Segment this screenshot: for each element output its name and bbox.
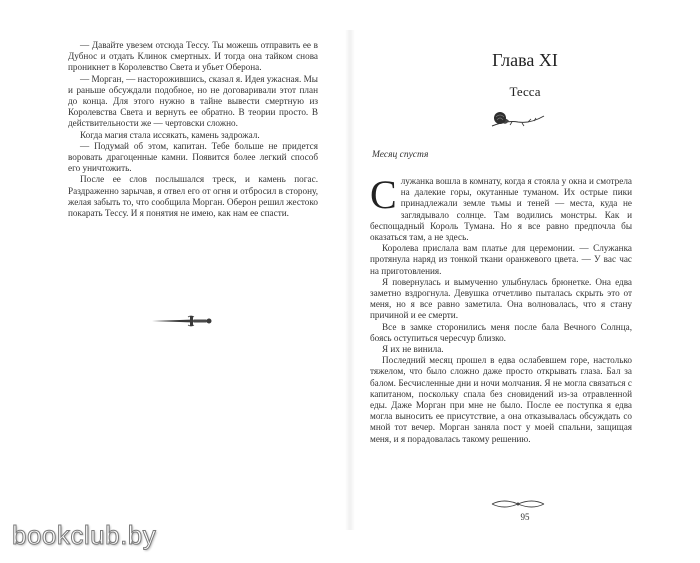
first-paragraph [370,172,632,243]
chapter-subtitle: Тесса [509,84,541,99]
rose-ornament-icon [488,106,548,134]
left-paragraph: — Давайте увезем отсюда Тессу. Ты можешь отправить ее в Дубнос и отдать Клинок смертных. И тогда она тайком снова проникнет в Королевство Света и убьет Оберона. [68,40,318,73]
book-gutter [345,30,355,530]
right-paragraph: Королева прислала вам платье для церемонии. — Служанка протянула наряд из тонкой ткани оранжевого цвета. — У вас час на приготовления. [370,243,632,276]
page-number: 95 [520,512,530,522]
right-page-text [370,172,632,445]
first-paragraph-text: лужанка вошла в комнату, когда я стояла у окна и смотрела на далекие горы, окутанные туманом. Их острые пики принадлежали земле тьмы и теней — места, куда не заглядывало солнце. Там водились монстры. Как и беспощадный Король Тумана. Но я все равно предпочла бы оказаться там, а не здесь. [370,176,632,243]
right-paragraph: Последний месяц прошел в едва ослабевшем горе, настолько тяжелом, что было сложно даже просто открывать глаза. Бал за балом. Бесчисленные дни и ночи молчания. Я не могла связаться с капитаном, поскольку спала без сновидений из-за отравленной еды. Даже Морган при мне не было. После ее поступка я едва могла выносить ее присутствие, а она отказывалась обсуждать со мной тот вечер. Морган заняла пост у моей спальни, защищая меня, и я порадовалась такому решению. [370,355,632,444]
left-paragraph: Когда магия стала иссякать, камень задрожал. [80,129,260,140]
watermark: bookclub.by [12,520,157,550]
right-paragraph: Я их не винила. [382,344,444,355]
flourish-ornament-icon [490,498,546,510]
right-paragraph: Я повернулась и вымученно улыбнулась брюнетке. Она едва заметно вздрогнула. Девушка отчетливо пыталась скрыть это от меня, но я все равно заметила. Она волновалась, что я стану причиной и ее смерти. [370,276,632,321]
left-page-text [68,40,318,219]
right-paragraph: Все в замке сторонились меня после бала Вечного Солнца, боясь оступиться чересчур близко. [370,321,632,343]
left-paragraph: — Морган, — насторожившись, сказал я. Идея ужасная. Мы и раньше обсуждали подобное, но не договаривали этот план до конца. Для этого нужно в тайне вывести смертную из Королевства Света и вернуть ее обратно. В теории просто. В действительности же — чертовски сложно. [68,73,318,129]
epigraph: Месяц спустя [372,150,429,160]
chapter-title: Глава XI [492,50,558,70]
drop-cap: С [370,172,397,217]
left-paragraph: — Подумай об этом, капитан. Тебе больше не придется воровать драгоценные камни. Появится более легкий способ его уничтожить. [68,140,318,174]
dagger-ornament-icon [150,314,216,328]
left-paragraph: После ее слов послышался треск, и камень погас. Раздраженно зарычав, я отвел его от огня и отбросил в сторону, желая забыть то, что сообщила Морган. Оберон решил жестоко покарать Тессу. И я понятия не имею, как нам ее спасти. [68,174,318,219]
